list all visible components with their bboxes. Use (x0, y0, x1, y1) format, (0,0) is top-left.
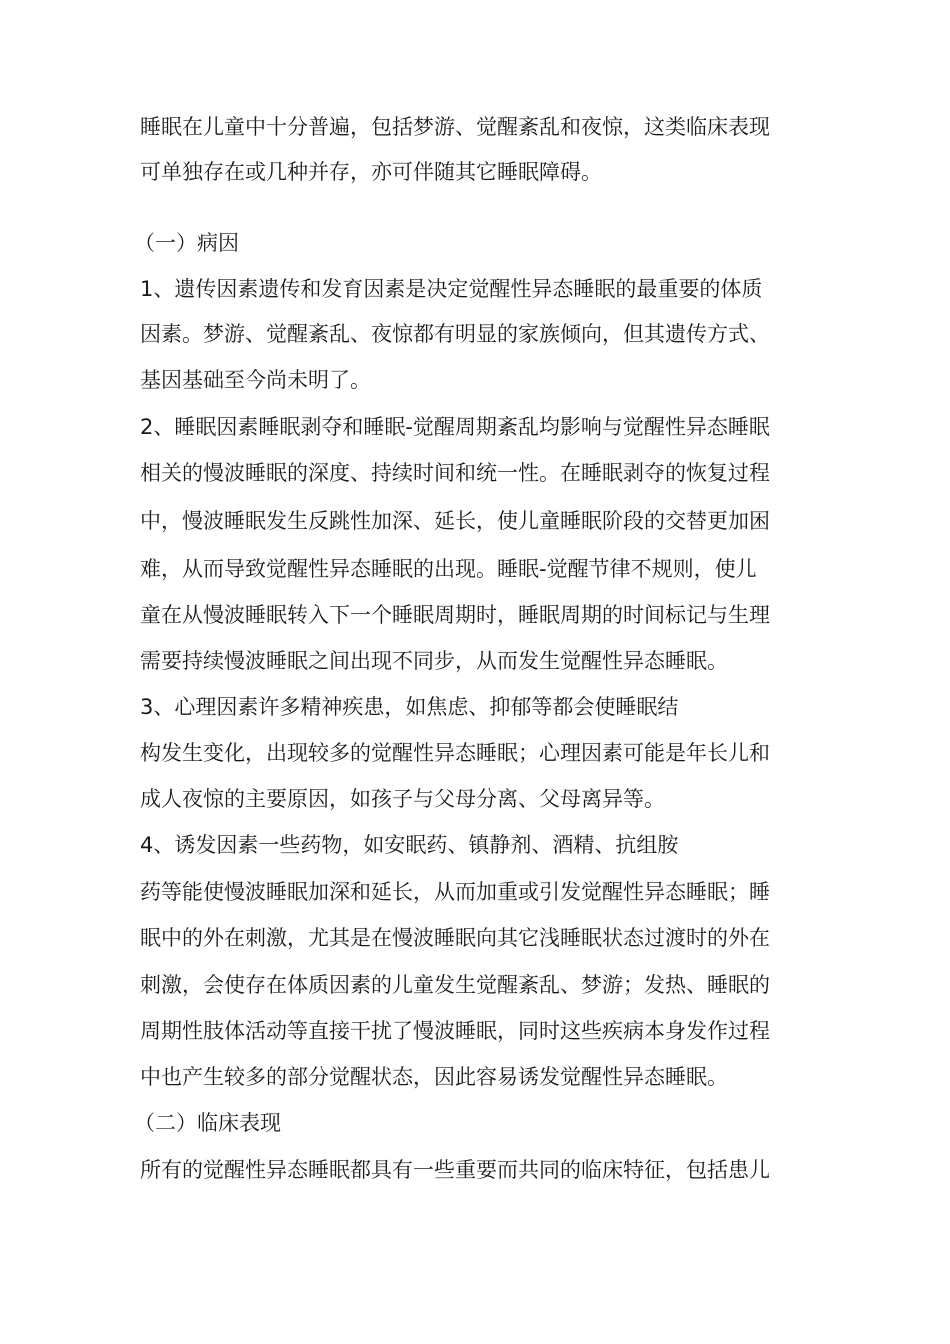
cause-line-11: 构发生变化，出现较多的觉醒性异态睡眠；心理因素可能是年长儿和 (140, 741, 770, 765)
cause-line-15: 眠中的外在刺激，尤其是在慢波睡眠向其它浅睡眠状态过渡时的外在 (140, 926, 770, 950)
clinical-line-1: 所有的觉醒性异态睡眠都具有一些重要而共同的临床特征，包括患儿 (140, 1158, 770, 1182)
cause-line-1: 1、遗传因素遗传和发育因素是决定觉醒性异态睡眠的最重要的体质 (140, 277, 763, 301)
cause-line-4: 2、睡眠因素睡眠剥夺和睡眠-觉醒周期紊乱均影响与觉醒性异态睡眠 (140, 415, 770, 439)
cause-line-6: 中，慢波睡眠发生反跳性加深、延长，使儿童睡眠阶段的交替更加困 (140, 509, 770, 533)
intro-line-1: 睡眠在儿童中十分普遍，包括梦游、觉醒紊乱和夜惊，这类临床表现 (140, 115, 770, 139)
cause-line-9: 需要持续慢波睡眠之间出现不同步，从而发生觉醒性异态睡眠。 (140, 649, 728, 673)
cause-line-3: 基因基础至今尚未明了。 (140, 368, 371, 392)
cause-line-2: 因素。梦游、觉醒紊乱、夜惊都有明显的家族倾向，但其遗传方式、 (140, 322, 770, 346)
intro-line-2: 可单独存在或几种并存，亦可伴随其它睡眠障碍。 (140, 160, 602, 184)
cause-line-13: 4、诱发因素一些药物，如安眠药、镇静剂、酒精、抗组胺 (140, 833, 679, 857)
cause-line-5: 相关的慢波睡眠的深度、持续时间和统一性。在睡眠剥夺的恢复过程 (140, 461, 770, 485)
section-heading-causes: （一）病因 (134, 231, 239, 255)
cause-line-18: 中也产生较多的部分觉醒状态，因此容易诱发觉醒性异态睡眠。 (140, 1065, 728, 1089)
cause-line-14: 药等能使慢波睡眠加深和延长，从而加重或引发觉醒性异态睡眠；睡 (140, 880, 770, 904)
section-heading-clinical: （二）临床表现 (134, 1111, 281, 1135)
cause-line-17: 周期性肢体活动等直接干扰了慢波睡眠，同时这些疾病本身发作过程 (140, 1019, 770, 1043)
cause-line-12: 成人夜惊的主要原因，如孩子与父母分离、父母离异等。 (140, 787, 665, 811)
cause-line-8: 童在从慢波睡眠转入下一个睡眠周期时，睡眠周期的时间标记与生理 (140, 603, 770, 627)
cause-line-7: 难，从而导致觉醒性异态睡眠的出现。睡眠-觉醒节律不规则，使儿 (140, 557, 757, 581)
cause-line-16: 刺激，会使存在体质因素的儿童发生觉醒紊乱、梦游；发热、睡眠的 (140, 973, 770, 997)
cause-line-10: 3、心理因素许多精神疾患，如焦虑、抑郁等都会使睡眠结 (140, 695, 679, 719)
